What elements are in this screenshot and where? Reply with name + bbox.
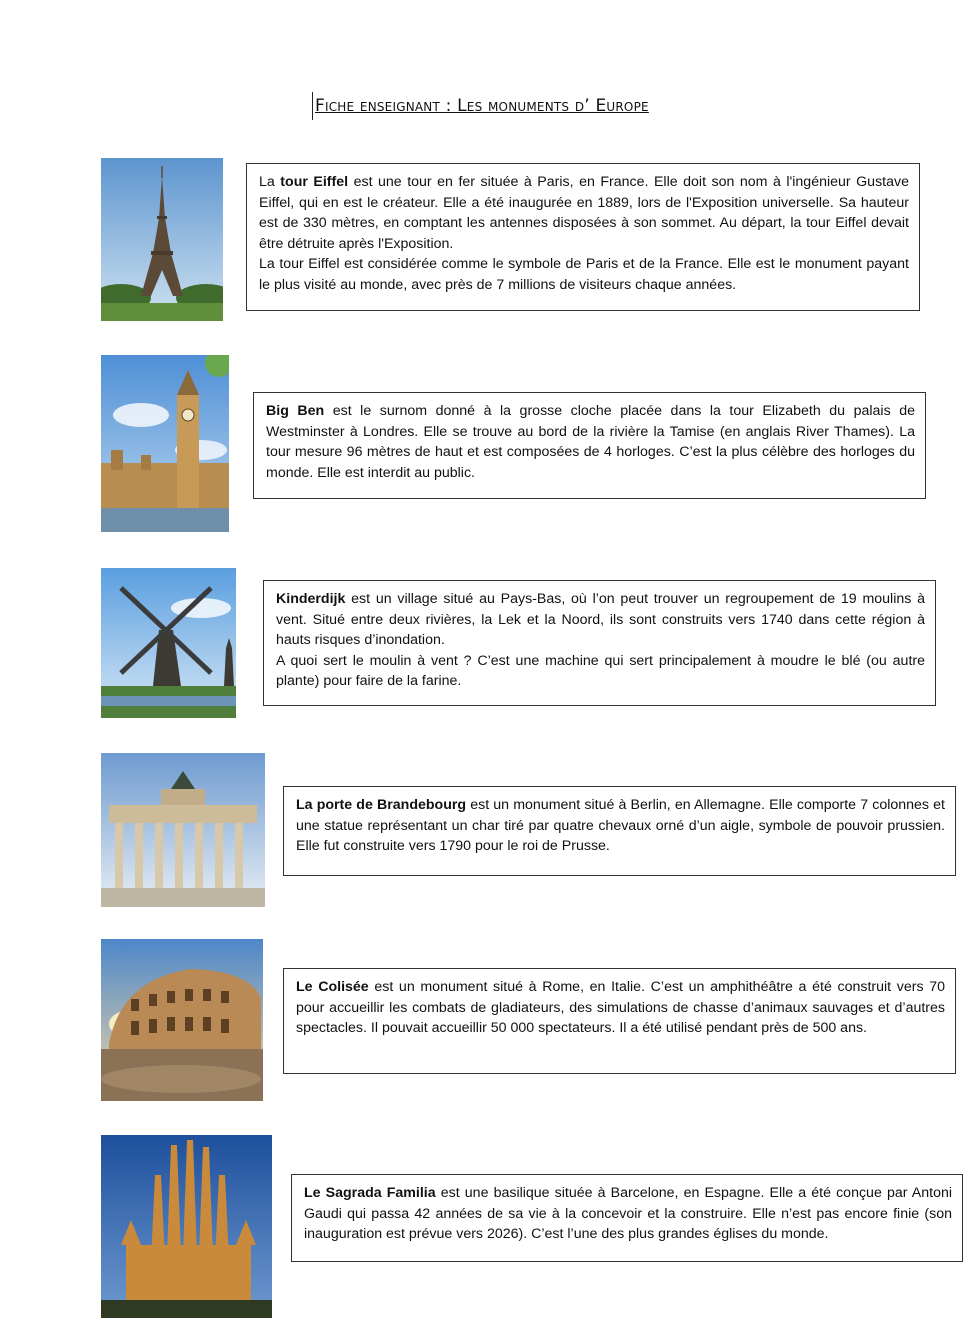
paragraph: La tour Eiffel est une tour en fer située à Paris, en France. Elle doit son nom à l'ingénieur Gustave Eiffel, qui en est le créateur. Elle a été inaugurée en 1889, lors de l'Exposition universelle. Sa hauteur est de 330 mètres, en comptant les antennes disposées à son sommet. Au départ, la tour Eiffel devait être détruite après l'Exposition. xyxy=(259,174,909,252)
paragraph: Kinderdijk est un village situé au Pays-Bas, où l’on peut trouver un regroupement de 19 moulins à vent. Situé entre deux rivières, la Lek et la Noord, ils sont construits vers 1740 dans cette région à hauts risques d’inondation. xyxy=(276,591,925,649)
monument-card-eiffel xyxy=(246,163,920,311)
monument-card-colisee xyxy=(283,968,956,1074)
paragraph: La tour Eiffel est considérée comme le symbole de Paris et de la France. Elle est le monument payant le plus visité au monde, avec près de 7 millions de visiteurs chaque années. xyxy=(259,256,909,293)
paragraph: Big Ben est le surnom donné à la grosse cloche placée dans la tour Elizabeth du palais de Westminster à Londres. Elle se trouve au bord de la rivière la Tamise (en anglais River Thames). La tour mesure 96 mètres de haut et est composées de 4 horloges. C’est la plus célèbre des horloges du monde. Elle est interdit au public. xyxy=(266,403,915,481)
page-title: Fiche enseignant : Les monuments d’ Europe xyxy=(312,92,649,120)
paragraph: A quoi sert le moulin à vent ? C’est une machine qui sert principalement à moudre le blé (ou autre plante) pour faire de la farine. xyxy=(276,652,925,690)
eiffel-tower-photo xyxy=(101,158,223,321)
windmill-photo xyxy=(101,568,236,718)
brandenburg-gate-photo xyxy=(101,753,265,907)
monument-card-kinderdijk xyxy=(263,580,936,706)
monument-card-sagrada-familia xyxy=(291,1174,963,1262)
paragraph: La porte de Brandebourg est un monument situé à Berlin, en Allemagne. Elle comporte 7 colonnes et une statue représentant un char tiré par quatre chevaux orné d’un aigle, symbole de pouvoir prussien. Elle fut construite vers 1790 pour le roi de Prusse. xyxy=(296,797,945,855)
sagrada-familia-photo xyxy=(101,1135,272,1318)
colosseum-photo xyxy=(101,939,263,1101)
monument-card-brandenburg xyxy=(283,786,956,876)
paragraph: Le Sagrada Familia est une basilique située à Barcelone, en Espagne. Elle a été conçue par Antoni Gaudi qui passa 42 années de sa vie à la concevoir et la construire. Elle n’est pas encore finie (son inauguration est prévue vers 2026). C’est l’une des plus grandes églises du monde. xyxy=(304,1185,952,1243)
monument-card-big-ben xyxy=(253,392,926,499)
paragraph: Le Colisée est un monument situé à Rome, en Italie. C’est un amphithéâtre a été construit vers 70 pour accueillir les combats de gladiateurs, des simulations de chasse d’animaux sauvages et d’autres spectacles. Il pouvait accueillir 50 000 spectateurs. Il a été utilisé pendant près de 500 ans. xyxy=(296,979,946,1037)
big-ben-photo xyxy=(101,355,229,532)
